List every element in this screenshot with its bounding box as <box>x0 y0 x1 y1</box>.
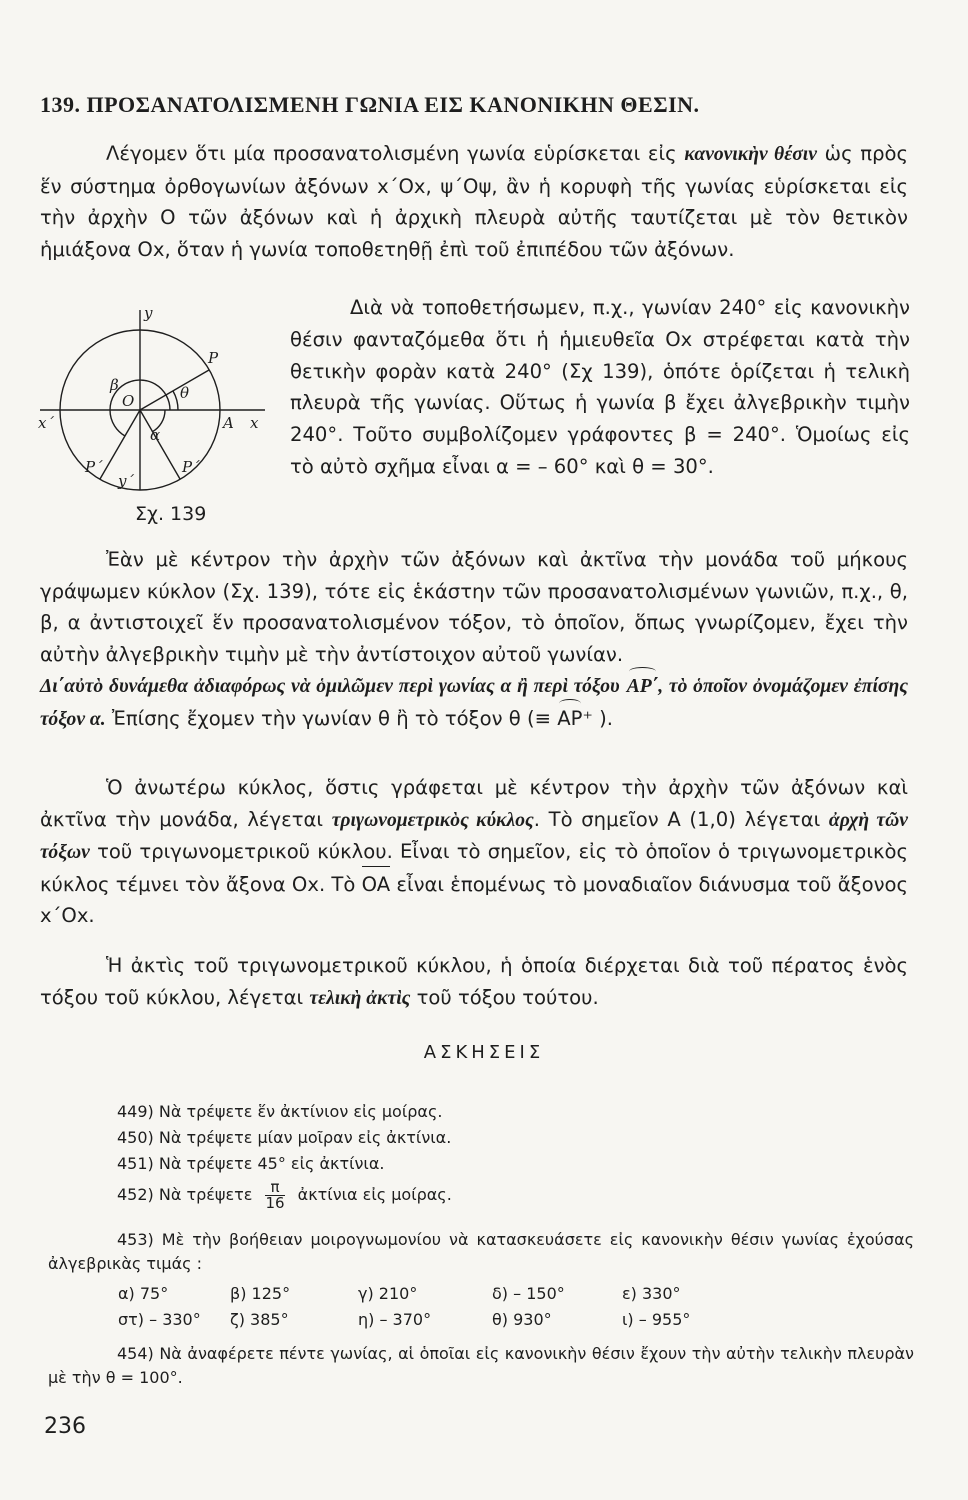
paragraph-trig-circle <box>40 772 908 932</box>
label-P2: P΄ <box>182 458 200 476</box>
label-y: y <box>144 304 153 322</box>
value-item: η) – 370° <box>358 1310 432 1329</box>
text: τοῦ τριγωνομετρικοῦ κύκλου. Εἶναι τὸ σημεῖον, εἰς τὸ ὁποῖον ὁ τριγωνομετρικὸς κύκλος τέμνει τὸν ἄξονα Ox. Τὸ <box>40 840 908 896</box>
text: 454) Νὰ ἀναφέρετε πέντε γωνίας, αἱ ὁποῖαι εἰς κανονικὴν θέσιν ἔχουν τὴν αὐτὴν τελικὴν πλευρὰν μὲ τὴν θ = 100°. <box>48 1344 914 1387</box>
exercise-451: 451) Νὰ τρέψετε 45° εἰς ἀκτίνια. <box>117 1154 385 1173</box>
label-P: P <box>208 349 219 367</box>
paragraph-definition <box>40 138 908 265</box>
label-P1: P΄ <box>85 458 103 476</box>
value-item: γ) 210° <box>358 1284 418 1303</box>
arc-symbol: AP΄ <box>627 671 659 703</box>
section-heading: 139. ΠΡΟΣΑΝΑΤΟΛΙΣΜΕΝΗ ΓΩΝΙΑ ΕΙΣ ΚΑΝΟΝΙΚΗΝ ΘΕΣΙΝ. <box>40 92 700 117</box>
exercise-450: 450) Νὰ τρέψετε μίαν μοῖραν εἰς ἀκτίνια. <box>117 1128 452 1147</box>
text: Διὰ νὰ τοποθετήσωμεν, π.χ., γωνίαν 240° εἰς κανονικὴν θέσιν φανταζόμεθα ὅτι ἡ ἡμιευθεῖα Ox στρέφεται κατὰ τὴν θετικὴν φορὰν κατὰ 240° (Σχ 139), ὁπότε ὁρίζεται ἡ τελικὴ πλευρὰ τῆς γωνίας. Οὕτως ἡ γωνία β ἔχει ἀλγεβρικὴν τιμὴν 240°. Τοῦτο συμβολίζομεν γράφοντες β = 240°. Ὁμοίως εἰς τὸ αὐτὸ σχῆμα εἶναι α = – 60° καὶ θ = 30°. <box>290 296 910 478</box>
text: . Τὸ σημεῖον A (1,0) λέγεται <box>533 807 829 831</box>
text: Ἐὰν μὲ κέντρον τὴν ἀρχὴν τῶν ἀξόνων καὶ ἀκτῖνα τὴν μονάδα τοῦ μήκους γράψωμεν κύκλον (Σχ. 139), τότε εἰς ἑκάστην τῶν προσανατολισμένων γωνιῶν, π.χ., θ, β, α ἀντιστοιχεῖ ἕν προσανατολισμένον τόξον, τὸ ὁποῖον, ὅπως γνωρίζομεν, ἔχει τὴν αὐτὴν ἀλγεβρικὴν τιμὴν μὲ τὴν ἀντίστοιχον αὐτοῦ γωνίαν. <box>40 548 908 666</box>
exercise-452 <box>117 1180 452 1211</box>
label-x: x <box>250 414 259 432</box>
exercise-453 <box>48 1228 914 1276</box>
paragraph-angle-arc <box>40 670 908 735</box>
text: ⁺ ). <box>582 706 613 730</box>
text: Ὁ ἀνωτέρω κύκλος, ὅστις γράφεται μὲ κέντρον τὴν ἀρχὴν τῶν ἀξόνων καὶ ἀκτῖνα τὴν μονάδα, λέγεται <box>40 776 908 831</box>
text: τοῦ τόξου τούτου. <box>410 985 599 1009</box>
value-item: ι) – 955° <box>622 1310 691 1329</box>
paragraph-terminal-ray <box>40 950 908 1014</box>
label-origin: O <box>122 392 135 410</box>
label-theta: θ <box>180 384 190 402</box>
fraction <box>265 1180 284 1211</box>
arc-theta <box>173 391 178 410</box>
terminal-side-P1 <box>100 410 140 479</box>
paragraph-example <box>290 292 910 483</box>
value-item: ε) 330° <box>622 1284 681 1303</box>
exercise-449: 449) Νὰ τρέψετε ἕν ἀκτίνιον εἰς μοίρας. <box>117 1102 443 1121</box>
figure-caption: Σχ. 139 <box>135 503 207 525</box>
label-beta: β <box>110 376 119 394</box>
bold-term: τριγωνομετρικὸς κύκλος <box>331 809 534 831</box>
vector-symbol: OA <box>362 869 390 901</box>
bold-term: ἀρχὴ τῶν τόξων <box>40 809 908 863</box>
fraction-numerator: π <box>265 1180 284 1196</box>
terminal-side-P <box>140 370 209 410</box>
text: ἀκτίνια εἰς μοίρας. <box>297 1185 452 1204</box>
bold-term: κανονικὴν θέσιν <box>684 144 817 165</box>
value-item: θ) 930° <box>492 1310 552 1329</box>
arc-symbol: AP <box>557 703 582 735</box>
value-item: δ) – 150° <box>492 1284 565 1303</box>
exercise-454 <box>48 1342 914 1390</box>
text: (≡ <box>526 706 558 730</box>
text: εἶναι ἑπομένως τὸ μοναδιαῖον διάνυσμα τοῦ ἄξονος x΄Ox. <box>40 872 909 927</box>
bold-statement: , τὸ ὁποῖον ὀνομάζομεν ἐπίσης τόξον α. <box>40 676 908 730</box>
text: Λέγομεν ὅτι μία προσανατολισμένη γωνία εὑρίσκεται εἰς <box>106 142 685 165</box>
label-alpha: α <box>150 426 161 444</box>
fraction-denominator: 16 <box>265 1194 285 1212</box>
label-A: A <box>223 414 234 432</box>
text: 452) Νὰ τρέψετε <box>117 1185 253 1204</box>
value-item: α) 75° <box>118 1284 169 1303</box>
text: Ἡ ἀκτὶς τοῦ τριγωνομετρικοῦ κύκλου, ἡ ὁποία διέρχεται διὰ τοῦ πέρατος ἑνὸς τόξου τοῦ κύκλου, λέγεται <box>40 954 908 1009</box>
figure-139 <box>30 300 275 535</box>
value-item: ζ) 385° <box>230 1310 289 1329</box>
text: 453) Μὲ τὴν βοήθειαν μοιρογνωμονίου νὰ κατασκευάσετε εἰς κανονικὴν θέσιν γωνίας ἐχούσας ἀλγεβρικὰς τιμάς : <box>48 1230 914 1273</box>
text: ὡς πρὸς ἕν σύστημα ὀρθογωνίων ἀξόνων x΄Ox, ψ΄Oψ, ἂν ἡ κορυφὴ τῆς γωνίας εὑρίσκεται εἰς τὴν ἀρχὴν O τῶν ἀξόνων καὶ ἡ ἀρχικὴ πλευρὰ αὐτῆς ταυτίζεται μὲ τὸν θετικὸν ἡμιάξονα Ox, ὅταν ἡ γωνία τοποθετηθῇ ἐπὶ τοῦ ἐπιπέδου τῶν ἀξόνων. <box>40 142 908 261</box>
paragraph-arcs <box>40 544 908 670</box>
terminal-side-P2 <box>140 410 180 479</box>
exercises-title: ΑΣΚΗΣΕΙΣ <box>423 1042 545 1063</box>
value-item: β) 125° <box>230 1284 291 1303</box>
value-item: στ) – 330° <box>118 1310 201 1329</box>
label-y-neg: y΄ <box>118 472 134 490</box>
label-x-neg: x΄ <box>38 414 54 432</box>
text: Ἐπίσης ἔχομεν τὴν γωνίαν θ ἢ τὸ τόξον θ <box>105 706 521 730</box>
bold-term: τελικὴ ἀκτὶς <box>309 987 411 1009</box>
bold-statement: Δι΄αὐτὸ δυνάμεθα ἀδιαφόρως νὰ ὁμιλῶμεν περὶ γωνίας α ἢ περὶ τόξου <box>40 676 620 697</box>
page-number: 236 <box>44 1414 86 1439</box>
